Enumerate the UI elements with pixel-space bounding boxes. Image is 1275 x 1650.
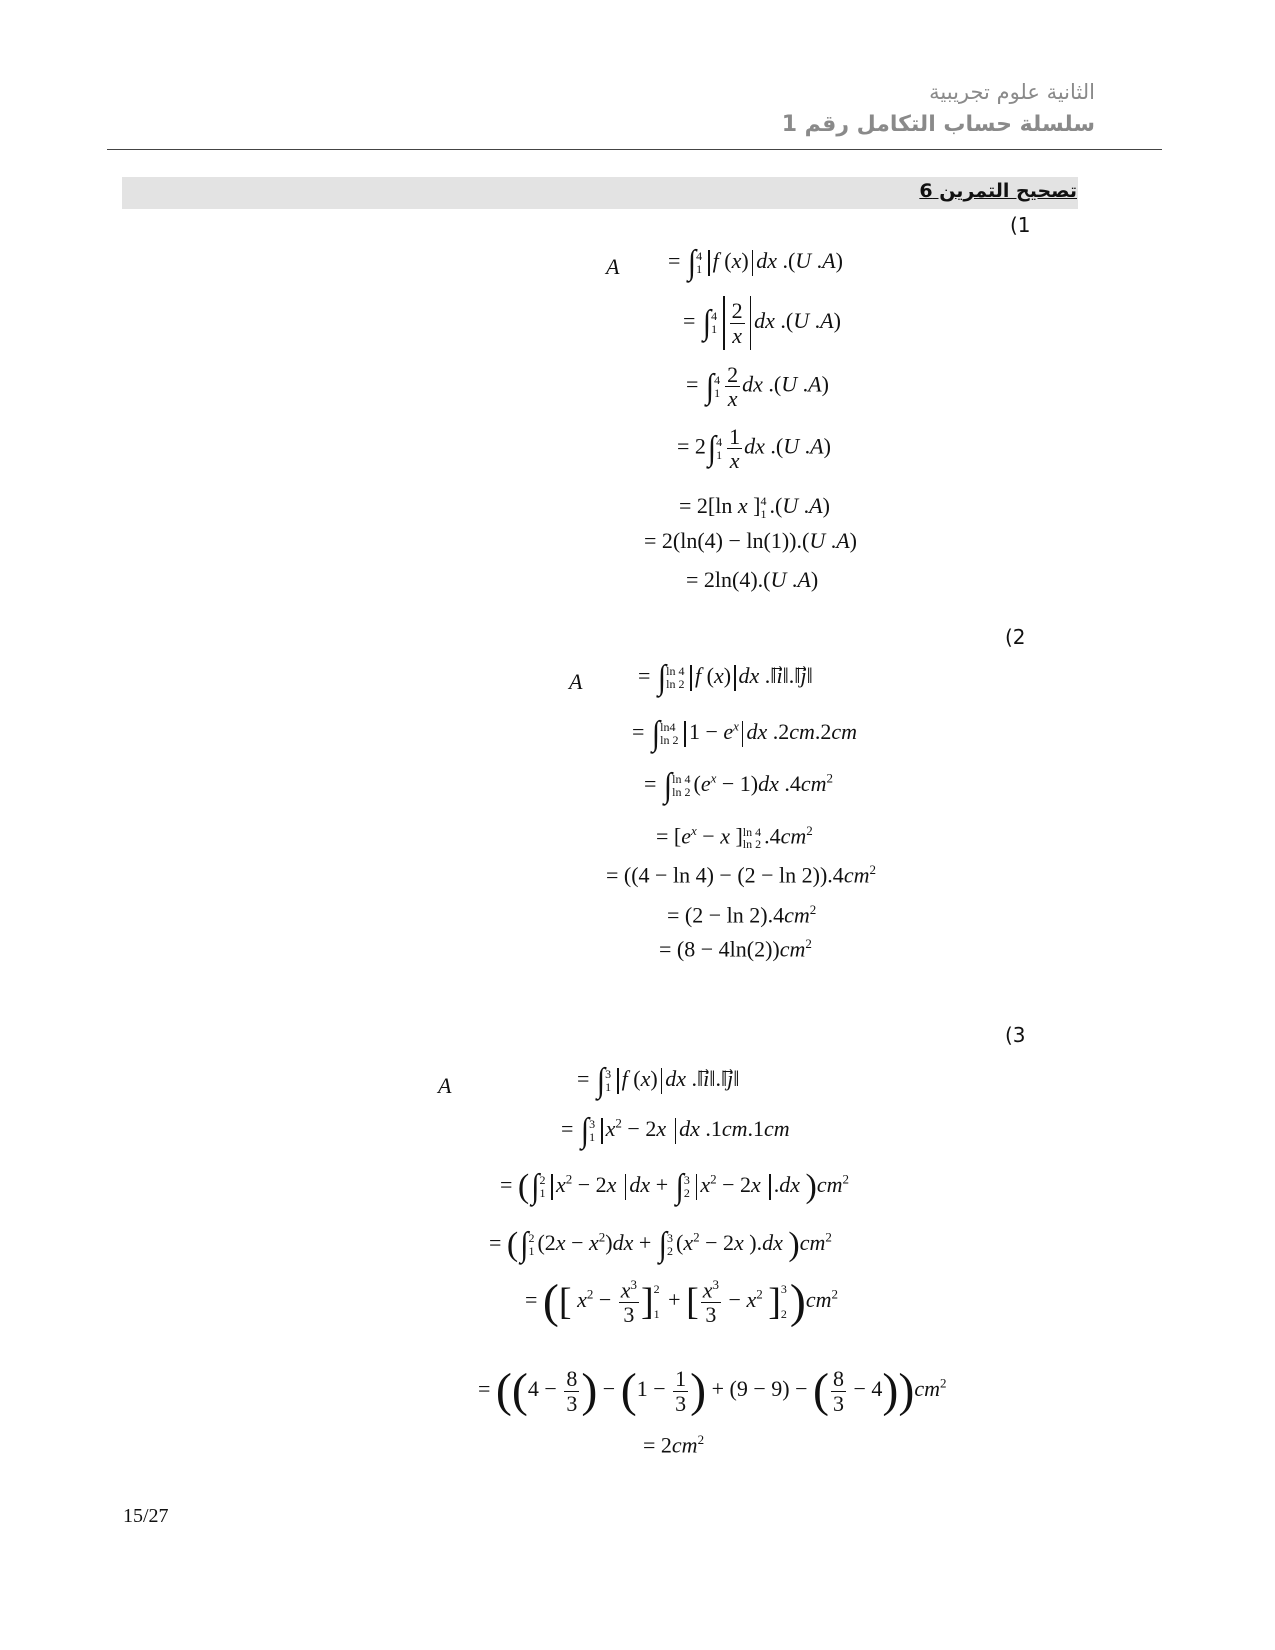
q2-step-5: = $((4 - \ln 4) - (2 - \ln 2)).4cm^2$: [606, 862, 876, 888]
q2-step-2: = ∫ ln4 ln 2 $1 - e^x$ dx .2cm.2cm: [632, 714, 858, 753]
q1-step-2: = ∫ 4 1 $\frac{2}{x}$ dx .(U .A): [683, 296, 841, 350]
area-label-2: A: [569, 669, 583, 694]
question-number-2: (2: [1005, 625, 1026, 649]
area-label-1: A: [606, 254, 620, 279]
header-subtitle: الثانية علوم تجريبية: [929, 80, 1095, 104]
q1-step-7: = 2ln(4).(U .A): [686, 567, 819, 592]
q1-step-6: = 2(ln(4) − ln(1)).(U .A): [644, 528, 857, 553]
q2-step-3: = ∫ ln 4 ln 2 $(e^x - 1)dx$ $.4cm^2$: [644, 766, 834, 805]
area-label-3: A: [438, 1073, 452, 1098]
q3-step-7: = $2cm^2$: [643, 1432, 705, 1458]
q3-step-2: = ∫ 3 1 $x^2 - 2x$ dx .1cm.1cm: [561, 1111, 790, 1150]
q2-step-1: = ∫ ln 4 ln 2 f (x) dx .‖i⃗‖.‖j⃗‖: [638, 658, 813, 697]
question-number-1: (1: [1010, 213, 1031, 237]
q1-step-5: = 2[ln x ] 4 1 .(U .A): [679, 493, 830, 521]
q2-step-6: = $(2 - \ln 2).4cm^2$: [667, 902, 817, 928]
section-title: تصحيح التمرين 6: [919, 180, 1077, 202]
q2-step-7: = $(8 - 4\ln(2))cm^2$: [659, 936, 812, 962]
q1-step-4: = 2∫ 4 1 $\frac{1}{x}$ dx .(U .A): [677, 424, 831, 474]
q3-step-3: = (∫ 2 1 $x^2 - 2x$ dx + ∫ 3 2 $x^2 - 2x$ .dx )$cm^2$: [500, 1167, 850, 1206]
q2-step-4: = [$e^x - x$ ] ln 4 ln 2 $.4cm^2$: [656, 823, 813, 852]
q3-step-6: = ((4 − $\frac{8}{3}$ ) − (1 − $\frac{1}{3}$ ) + (9 − 9) − ( $\frac{8}{3}$ − $4))cm^2$: [478, 1364, 947, 1417]
q1-step-3: = ∫ 4 1 $\frac{2}{x}$ dx .(U .A): [686, 362, 829, 412]
q3-step-1: = ∫ 3 1 f (x) dx .‖i⃗‖.‖j⃗‖: [577, 1061, 740, 1100]
q3-step-5: = ([ $x^2$ − $\frac{x^3}{3}$ ] 2 1 + [ $\frac{x^3}{3}$ − $x^2$ ] 3 2 )$cm^2$: [525, 1275, 838, 1328]
header-divider: [107, 149, 1162, 150]
header-title: سلسلة حساب التكامل رقم 1: [781, 112, 1095, 137]
q1-step-1: = ∫ 4 1 f (x) dx .(U .A): [668, 243, 843, 282]
question-number-3: (3: [1005, 1023, 1026, 1047]
q3-step-4: = (∫ 2 1 $(2x - x^2)dx$ + ∫ 3 2 ($x^2 - 2x$ ).dx )$cm^2$: [489, 1225, 832, 1264]
page-number: 15/27: [123, 1505, 169, 1527]
